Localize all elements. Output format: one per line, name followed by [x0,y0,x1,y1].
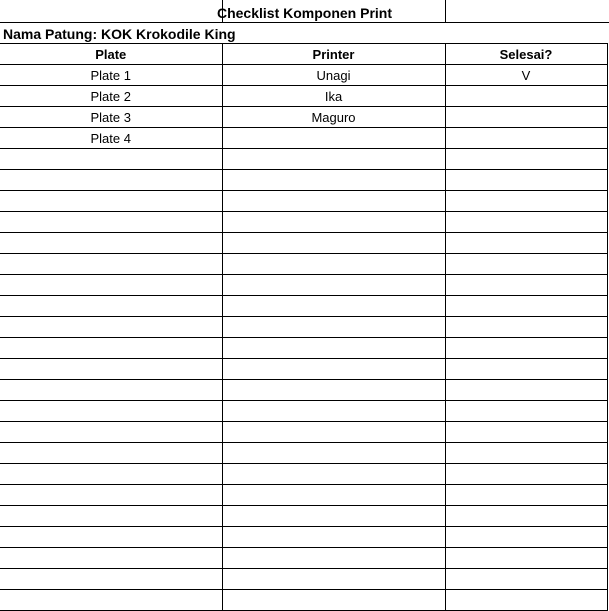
title-bottom-border [0,22,609,23]
cell-printer[interactable] [222,422,445,443]
cell-plate[interactable] [0,443,222,464]
sheet-title[interactable]: Checklist Komponen Print [216,5,393,21]
table-body [0,65,607,611]
table-row [0,275,607,296]
cell-printer[interactable] [222,443,445,464]
cell-plate[interactable] [0,548,222,569]
table-row [0,464,607,485]
cell-done[interactable] [445,275,607,296]
cell-plate[interactable] [0,275,222,296]
cell-printer[interactable] [222,569,445,590]
cell-plate[interactable] [0,359,222,380]
cell-done[interactable] [445,590,607,611]
cell-printer[interactable] [222,317,445,338]
cell-printer[interactable] [222,233,445,254]
table-row [0,506,607,527]
cell-plate[interactable] [0,464,222,485]
cell-done[interactable] [445,191,607,212]
cell-printer[interactable] [222,506,445,527]
cell-done[interactable] [445,254,607,275]
table-row [0,86,607,107]
cell-done[interactable] [445,233,607,254]
cell-done[interactable] [445,506,607,527]
table-row [0,233,607,254]
cell-plate[interactable] [0,590,222,611]
cell-printer[interactable] [222,170,445,191]
cell-plate[interactable] [0,569,222,590]
cell-plate[interactable] [0,149,222,170]
cell-done[interactable] [445,107,607,128]
table-row [0,485,607,506]
cell-plate[interactable] [0,401,222,422]
cell-plate[interactable] [0,233,222,254]
cell-printer[interactable] [222,548,445,569]
cell-done[interactable] [445,548,607,569]
cell-plate[interactable] [0,254,222,275]
cell-done[interactable] [445,422,607,443]
cell-done[interactable] [445,443,607,464]
cell-done[interactable] [445,149,607,170]
cell-plate[interactable] [0,170,222,191]
table-row [0,338,607,359]
cell-plate[interactable] [0,191,222,212]
table-row [0,128,607,149]
cell-printer[interactable] [222,191,445,212]
cell-done[interactable] [445,212,607,233]
cell-done[interactable] [445,338,607,359]
cell-done[interactable] [445,296,607,317]
cell-plate[interactable]: Plate 4 [0,128,222,149]
column-header-done[interactable]: Selesai? [445,44,607,65]
cell-printer[interactable] [222,128,445,149]
table-row [0,590,607,611]
table-row [0,569,607,590]
table-row [0,359,607,380]
cell-plate[interactable] [0,380,222,401]
cell-done[interactable] [445,128,607,149]
table-row [0,317,607,338]
table-row [0,296,607,317]
table-row [0,65,607,86]
cell-done[interactable] [445,485,607,506]
cell-done[interactable] [445,401,607,422]
table-row [0,380,607,401]
table-row [0,527,607,548]
cell-done[interactable] [445,317,607,338]
table-row [0,170,607,191]
cell-printer[interactable]: Maguro [222,107,445,128]
table-row [0,401,607,422]
table-row [0,107,607,128]
cell-plate[interactable] [0,485,222,506]
cell-plate[interactable] [0,212,222,233]
cell-plate[interactable] [0,317,222,338]
checklist-table [0,43,608,611]
cell-done[interactable] [445,359,607,380]
column-header-plate[interactable]: Plate [0,44,222,65]
cell-printer[interactable] [222,149,445,170]
cell-printer[interactable] [222,275,445,296]
cell-plate[interactable] [0,296,222,317]
cell-printer[interactable] [222,338,445,359]
cell-done[interactable]: V [445,65,607,86]
cell-done[interactable] [445,380,607,401]
table-row [0,149,607,170]
cell-printer[interactable]: Ika [222,86,445,107]
header-row [0,44,607,65]
cell-printer[interactable] [222,212,445,233]
cell-printer[interactable] [222,527,445,548]
cell-done[interactable] [445,464,607,485]
statue-name[interactable]: Nama Patung: KOK Krokodile King [3,26,236,42]
cell-printer[interactable] [222,359,445,380]
table-row [0,548,607,569]
cell-plate[interactable] [0,338,222,359]
cell-done[interactable] [445,569,607,590]
cell-plate[interactable]: Plate 2 [0,86,222,107]
cell-plate[interactable] [0,422,222,443]
cell-printer[interactable] [222,485,445,506]
cell-plate[interactable]: Plate 1 [0,65,222,86]
cell-done[interactable] [445,527,607,548]
table-row [0,212,607,233]
cell-printer[interactable] [222,254,445,275]
cell-printer[interactable]: Unagi [222,65,445,86]
column-header-printer[interactable]: Printer [222,44,445,65]
cell-done[interactable] [445,86,607,107]
cell-plate[interactable] [0,506,222,527]
table-row [0,254,607,275]
cell-done[interactable] [445,170,607,191]
cell-plate[interactable]: Plate 3 [0,107,222,128]
cell-printer[interactable] [222,380,445,401]
cell-printer[interactable] [222,401,445,422]
table-row [0,443,607,464]
cell-printer[interactable] [222,590,445,611]
table-row [0,422,607,443]
cell-printer[interactable] [222,296,445,317]
cell-printer[interactable] [222,464,445,485]
table-row [0,191,607,212]
cell-plate[interactable] [0,527,222,548]
